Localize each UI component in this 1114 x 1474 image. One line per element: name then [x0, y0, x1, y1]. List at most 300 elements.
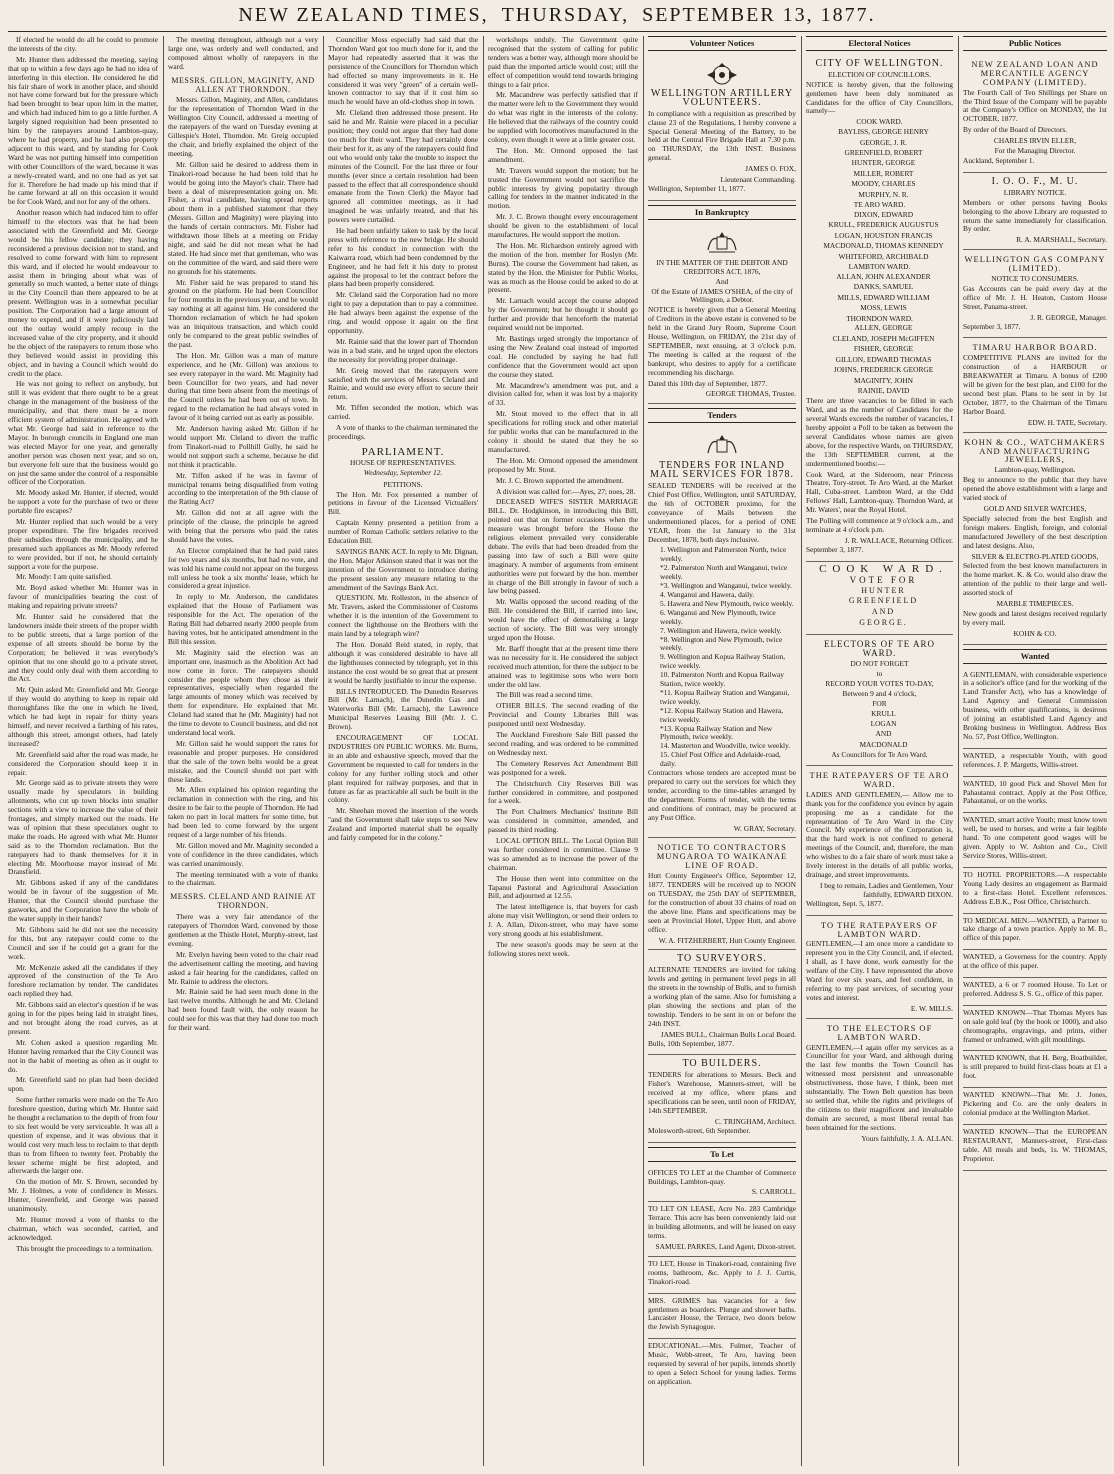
article-paragraph: Mr. Macandrew was perfectly satisfied that if the matter were left to the Government they would do what was right in the interests of the colony. He believed that the railways of the country could be supplied with locomotives manufactured in the colony, even though it were at a little greater cost. — [488, 90, 638, 144]
ad-feature: MARBLE TIMEPIECES. — [996, 599, 1074, 609]
candidate-name: LOGAN — [870, 718, 897, 728]
mail-route-item: 10. Palmerston North and Kopua Railway Station, twice weekly. — [660, 670, 784, 689]
ad-body: Selected from the best known manufacturers in the home market. K. & Co. would also draw the attention of the public to their large and well-assorted stock of — [963, 561, 1107, 598]
candidate-name: DIXON, EDWARD — [853, 210, 914, 219]
candidate-name: WHITEFORD, ARCHIBALD — [838, 251, 929, 261]
article-paragraph: SAVINGS BANK ACT. In reply to Mr. Dignan, the Hon. Major Atkinson stated that it was not the intention of the Government to introduce during the present session any measure relating to the amendment of the Savings Bank Act. — [328, 546, 478, 592]
mail-route-item: *8. Wellington and New Plymouth, twice weekly. — [660, 634, 783, 653]
notice-title: TO BUILDERS. — [682, 1058, 762, 1070]
wanted-ad-text: WANTED, a 6 or 7 roomed House. To Let or preferred. Address S. S. G., office of this paper. — [963, 980, 1107, 998]
vote-candidate: GEORGE. — [859, 618, 908, 628]
candidate-name: MACDONALD — [859, 739, 908, 749]
article-paragraph: Mr. Moody asked Mr. Hunter, if elected, would he support a vote for the purchase of two or three portable fire escapes? — [8, 488, 158, 516]
candidate-name: GREENFIELD, ROBERT — [844, 148, 923, 158]
notice-line: RECORD YOUR VOTES TO-DAY, — [825, 678, 934, 688]
notice-signature: I beg to remain, Ladies and Gentlemen, Your faithfully, EDWARD DIXON. — [820, 880, 953, 899]
wanted-ad — [963, 1051, 1107, 1088]
article-paragraph: Mr. Gillon said he desired to address them in Tinakori-road because he had been told that he would be going into the Mayor's chair. There had been a deal of misrepresentation going on. Mr. Fisher, a rival candidate, having spread reports about them in a published statement that they (Messrs. Gillon and Maginity) were playing into the hands of certain contractors. Mr. Fisher had withdrawn those libels at a meeting on Friday night, and said he did not mean what he had stated. He had since met that gentleman, who was on the committee of the ward, and said there were no grounds for his statements. — [168, 159, 318, 276]
notice-title: THE RATEPAYERS OF TE ARO WARD. — [809, 770, 950, 789]
notice-bankruptcy — [648, 224, 796, 405]
notice-title: TO SURVEYORS. — [677, 953, 767, 965]
ad-cook-ward-vote — [806, 562, 953, 635]
notice-title: I. O. O. F., M. U. — [991, 175, 1079, 187]
notice-date: September 3, 1877. — [963, 321, 1021, 331]
notice-title: WELLINGTON ARTILLERY VOLUNTEERS. — [650, 87, 794, 108]
column-rule — [643, 36, 644, 1466]
parliament-heading: PETITIONS. — [383, 479, 423, 489]
notice-line: Between 9 and 4 o'clock, — [842, 688, 917, 698]
article-paragraph: The latest intelligence is, that buyers for cash alone may visit Wellington, or send their orders to J. A. Allan, Dixon-street, who may have some very strong goods at his establishment. — [488, 902, 638, 939]
column-3 — [328, 36, 478, 1466]
notice-line: to — [876, 668, 883, 678]
paper-title: NEW ZEALAND TIMES, — [238, 4, 489, 26]
wanted-ad-text: WANTED, smart active Youth; must know town well, be used to horses, and write a fair legible hand. To one competent good wages will be given. Apply to W. Ashton and Co., Civil Service Stores, Willis-street. — [963, 815, 1107, 860]
notice-signature: JAMES BULL, Chairman Bulls Local Board. — [660, 1029, 796, 1039]
notice-body: NOTICE is hereby given, that the following gentlemen have been duly nominated as Candidates for the office of City Councillors, namely— — [806, 79, 953, 116]
issue-date: SEPTEMBER 13, 1877. — [642, 4, 876, 26]
candidate-name: MOSS, LEWIS — [860, 303, 907, 313]
ward-heading: LAMBTON WARD. — [848, 262, 911, 272]
notice-line: DO NOT FORGET — [850, 658, 909, 668]
mail-route-item: 5. Hawera and New Plymouth, twice weekly. — [660, 598, 794, 608]
vote-candidate: AND — [871, 607, 896, 617]
parliament-date: Wednesday, September 12. — [363, 467, 443, 477]
candidate-name: HUNTER, GEORGE — [851, 158, 916, 168]
candidate-name: DANKS, SAMUEL — [853, 282, 914, 292]
article-paragraph: Mr. Quin asked Mr. Greenfield and Mr. George if they would do anything to keep in repair old thoroughfares like the one in which he lived, which he had kept in repair for thirty years himself, and never received a farthing of his rates, although this street, amongst others, had lately increased? — [8, 685, 158, 748]
notice-line: FOR — [872, 698, 887, 708]
classified-text: TO LET ON LEASE, Acre No. 283 Cambridge Terrace. This acre has been conveniently laid out in building allotments, and will be leased on easy terms. — [648, 1204, 796, 1241]
notice-contractors — [648, 838, 796, 950]
article-paragraph: Mr. Stout moved to the effect that in all specifications for rolling stock and other material for public works that can be manufactured in the colony it should be stated that they be so manufactured. — [488, 409, 638, 454]
article-paragraph: Mr. J. C. Brown thought every encouragement should be given to the establishment of local manufactures. He would support the motion. — [488, 212, 638, 240]
wanted-ad — [963, 1088, 1107, 1125]
wanted-ad — [963, 1006, 1107, 1052]
article-paragraph: Mr. Anderson having asked Mr. Gillon if he would support Mr. Cleland to divert the traffic from Tinakori-road to Pollhill Gully, he said he would not support such a scheme, because he did not think it practicable. — [168, 424, 318, 469]
article-paragraph: Mr. Travers would support the motion; but he trusted the Government would not sacrifice the public interests by giving popularity through calling for tenders in the manner indicated in the motion. — [488, 165, 638, 211]
column-rule — [323, 36, 324, 1466]
candidate-name: MURPHY, N. R. — [858, 189, 909, 199]
article-paragraph: Mr. Tiffen seconded the motion, which was carried. — [328, 403, 478, 422]
article-paragraph: Mr. Rainie said that the lower part of Thorndon was in a bad state, and he urged upon the electors the necessity for providing proper drainage. — [328, 336, 478, 364]
vote-ad-title: COOK WARD. — [819, 562, 948, 575]
article-paragraph: BILLS INTRODUCED. The Dunedin Reserves Bill (Mr. Larnach), the Dunedin Gas and Waterworks Bill (Mr. Larnach), the Lawrence Municipal Reserves Leasing Bill (Mr. J. C. Brown). — [328, 686, 478, 732]
notice-body: There are three vacancies to be filled in each Ward, and as the number of Candidates for the several Wards exceeds the number of vacancies, I hereby appoint a Poll to be taken as between the several Candidates whose names are given above, for the respective Wards, on THURSDAY, the 13th SEPTEMBER current, at the undermentioned booths:— — [806, 396, 953, 468]
wanted-ad-text: WANTED, a Governess for the country. Apply at the office of this paper. — [963, 952, 1107, 971]
notice-title: IN THE MATTER OF THE DEBTOR AND CREDITORS ACT, 1876, — [656, 257, 788, 276]
mail-route-item: 14. Masterton and Woodville, twice weekly. — [660, 741, 791, 751]
ward-heading: THORNDON WARD. — [846, 313, 913, 323]
ad-te-aro-electors — [806, 635, 953, 766]
article-paragraph: The Christchurch City Reserves Bill was further considered in committee, and postponed for a week. — [488, 778, 638, 806]
article-paragraph: The Hon. Mr. Richardson entirely agreed with the motion of the hon. member for Roslyn (Mr. Burns). The course the Government had taken, as stated by the Hon. the Minister for Public Works, was as much as the House could be asked to do at present. — [488, 240, 638, 295]
wanted-ad — [963, 868, 1107, 914]
wanted-ad — [963, 777, 1107, 814]
article-paragraph: A division was called for:—Ayes, 27; noes, 28. — [496, 486, 636, 496]
classified-text: OFFICES TO LET at the Chamber of Commerce Buildings, Lambton-quay. — [648, 1167, 796, 1186]
notice-election — [806, 55, 953, 562]
notice-body: SEALED TENDERS will be received at the Chief Post Office, Wellington, until SATURDAY, the 6th of OCTOBER proximo, for the conveyance of Mails between the undermentioned places, for a period of ONE YEAR, from the 1st January to the 31st December, 1878, both days inclusive. — [648, 481, 796, 544]
notice-signature-role: For the Managing Director. — [994, 146, 1076, 156]
notice-signature: GEORGE THOMAS, Trustee. — [705, 389, 796, 399]
ad-address: Lambton-quay, Wellington. — [994, 465, 1076, 475]
candidate-list — [806, 710, 953, 750]
notice-signature: J. R. WALLACE, Returning Officer. — [844, 535, 953, 545]
classified-let-2 — [648, 1202, 796, 1257]
article-paragraph: QUESTION. Mr. Rolleston, in the absence of Mr. Travers, asked the Commissioner of Customs whether it is the intention of the Government to connect the lighthouse on the Brothers with the main land by a telegraph wire? — [328, 593, 478, 639]
article-paragraph: Mr. Tiffen asked if he was in favour of municipal tenants being disqualified from voting according to the interpretation of the 9th clause of the Rating Act? — [168, 470, 318, 507]
article-paragraph: On the motion of Mr. S. Brown, seconded by Mr. J. Holmes, a vote of confidence in Messrs. Hunter, Greenfield, and George was passed unanimously. — [8, 1177, 158, 1214]
ad-mills-address — [806, 916, 953, 1019]
article-heading: MESSRS. GILLON, MAGINITY, AND ALLEN AT THORNDON. — [171, 75, 315, 94]
article-paragraph: Mr. Hunter moved a vote of thanks to the chairman, which was seconded, carried, and acknowledged. — [8, 1215, 158, 1242]
article-paragraph: There was a very fair attendance of the ratepayers of Thorndon Ward, convened by those gentlemen at the Thistle Hotel, Murphy-street, last evening. — [168, 912, 318, 948]
article-paragraph: Councillor Moss especially had said that the Thorndon Ward got too much done for it, and the Mayor had repeatedly asserted that it was the persistence of the Councillors for Thorndon which had effected so many improvements in it. He considered it was very "green" of a certain well-known contractor to say that if it cost him so much he would have an old-clothes shop in town. — [328, 36, 478, 107]
notice-signature: W. GRAY, Secretary. — [733, 823, 796, 833]
wanted-ad-text: WANTED KNOWN—That Thomas Myers has on sale gold leaf (by the book or 1000), and also chromographs, engravings, and prints, either framed or unframed, with gilt mouldings. — [963, 1007, 1107, 1044]
notice-signature: Yours faithfully, J. A. ALLAN. — [861, 1133, 953, 1143]
article-paragraph: Mr. Boyd asked whether Mr. Hunter was in favour of municipalities bearing the cost of making and repairing private streets? — [8, 583, 158, 611]
column-2 — [168, 36, 318, 1466]
notice-signature: C. TRINGHAM, Architect. — [715, 1116, 796, 1126]
notice-line: As Councillors for Te Aro Ward. — [831, 750, 928, 760]
notice-date: Wellington, September 11, 1877. — [648, 183, 746, 193]
article-paragraph: Mr. Gillon said he would support the rates for reasonable and proper purposes. He considered that the sale of the town belts would be a great mistake, and the Council should not part with these lands. — [168, 738, 318, 784]
ward-heading: TE ARO WARD. — [853, 200, 906, 210]
classified-educational — [648, 1339, 796, 1393]
article-paragraph: Mr. George said as to private streets they were usually made by speculators in building allotments, who cut up town blocks into smaller sections with a view to increase the value of their frontages, and simply marked out the roads. He was of opinion that these speculators ought to make the roads. He agreed with what Mr. Hunter said as to the Thorndon reclamation. But the ratepayers had to thank themselves for it in electing Mr. Moorhouse mayor instead of Mr. Dransfield. — [8, 778, 158, 877]
crest-icon — [703, 61, 741, 87]
article-paragraph: Mr. Gibbons said an elector's question if he was going in for the pipes being laid in straight lines, and not brought along the road curves, as at present. — [8, 1000, 158, 1036]
wanted-ad-text: TO HOTEL PROPRIETORS.—A respectable Young Lady desires an engagement as Barmaid to a first-class Hotel. Excellent references. Address E.B.K., Post Office, Christchurch. — [963, 869, 1107, 906]
ad-body: Beg to announce to the public that they have opened the above establishment with a large and varied stock of — [963, 475, 1107, 503]
column-7 — [963, 36, 1107, 1466]
classified-text: TO LET, House in Tinakori-road, containing five rooms, bathroom, &c. Apply to J. J. Curtis, Tinakori-road. — [648, 1258, 796, 1286]
notice-subtitle: LIBRARY NOTICE. — [1003, 187, 1067, 197]
candidate-name: KRULL — [871, 708, 896, 718]
notice-body: GENTLEMEN,—I am once more a candidate to represent you in the City Council, and, if elected, I shall, as I have done, work earnestly for the welfare of the City. I have represented the above Ward for over six years, and feel confident, in referring to my past services, of securing your votes and interest. — [806, 939, 953, 1002]
article-paragraph: The Hon. Mr. Fox presented a number of petitions in favour of the Licensed Victuallers' Bill. — [328, 489, 478, 517]
notice-date: Bulls, 10th September, 1877. — [648, 1038, 734, 1048]
article-paragraph: Mr. Allen explained his opinion regarding the reclamation in connection with the ring, and his desire to be fair to the people of Thorndon. He had taken no part in local matters for some time, but had been led to come forward by the urgent request of a large number of his friends. — [168, 785, 318, 839]
wanted-ads — [963, 668, 1107, 1171]
candidate-name: AND — [875, 729, 892, 739]
notice-subtitle: ELECTION OF COUNCILLORS. — [828, 69, 931, 79]
article-paragraph: Some further remarks were made on the Te Aro foreshore question, during which Mr. Hunter said he thought a reclamation to the depth of from four to six feet would be very serviceable. It was all a question of expense, and it was obvious that it would cost very much less to reclaim to that depth than to from fifteen to twenty feet. Probably the lesser scheme might be first adopted, and afterwards the larger one. — [8, 1095, 158, 1176]
article-body — [328, 36, 478, 442]
vote-ad-names — [806, 587, 953, 629]
notice-title: ELECTORS OF TE ARO WARD. — [824, 639, 935, 659]
candidate-name: ALLEN, GEORGE — [854, 323, 913, 333]
royal-arms-icon — [703, 433, 741, 459]
notice-gas-company — [963, 250, 1107, 338]
ad-body: Specially selected from the best English and foreign makers. English, foreign, and colonial manufactured Jewellery of the best description and latest designs. Also, — [963, 513, 1107, 550]
article-paragraph: An Elector complained that he had paid rates for two years and six months, but had no vote, and was told his name could not appear on the burgess roll unless he took a six months' lease, which he considered a great injustice. — [168, 545, 318, 591]
candidate-name: MILLS, EDWARD WILLIAM — [837, 292, 930, 302]
article-paragraph: He was not going to reflect on anybody, but still it was evident that there ought to be a great change in the management of the business of the municipality, and that there must be a more efficient system of administration. He agreed with what Mr. George had said in reference to the Mayor. In borough councils in England one man was elected Mayor for one year, and generally another person was chosen next year, and so on, but everyone felt sure that the business would go on just the same under the control of a responsible officer of the Corporation. — [8, 379, 158, 487]
article-paragraph: Mr. Bastings urged strongly the importance of using the New Zealand coal instead of imported coal. He concluded by saying he had full confidence that the Government would act upon the course they stated. — [488, 334, 638, 379]
ad-allan-address — [806, 1019, 953, 1148]
mail-route-item: 9. Wellington and Kopua Railway Station, twice weekly. — [660, 652, 786, 671]
candidate-name: RAINIE, DAVID — [857, 385, 910, 395]
classified-let-3 — [648, 1257, 796, 1294]
notice-body: Hutt County Engineer's Office, September 12, 1877. TENDERS will be received up to NOON on TUESDAY, the 25th DAY of SEPTEMBER, for the construction of about 33 chains of road on the above line. Plans and specifications may be seen at Provincial Hotel, Upper Hutt, and above office. — [648, 871, 796, 934]
ad-title: KOHN & CO., WATCHMAKERS AND MANUFACTURING JEWELLERS, — [964, 436, 1106, 465]
article-paragraph: LOCAL OPTION BILL. The Local Option Bill was further considered in committee. Clause 9 was so amended as to increase the power of the chairman. — [488, 836, 638, 872]
article-paragraph: Mr. Hunter then addressed the meeting, saying that up to within a few days ago he had no idea of interfering in this election. He considered he did his fair share of work in another place, and should not have come forward but for the pressure which had been brought to bear upon him in the matter, and which had induced him to go a little further. A largely signed requisition had been presented to him by the ratepayers around Lambton-quay, where he had property, and he had also property adjacent to this ward, and by standing for Cook Ward he was not putting himself into competition with other Councillors of the ward, because it was a newly-created ward, and no one had as yet sat for it. Therefore he had made up his mind that if he came forward at all on this occasion it would be for Cook Ward, and not for any of the others. — [8, 54, 158, 207]
article-paragraph: A vote of thanks to the chairman terminated the proceedings. — [328, 423, 478, 441]
notice-body: Gas Accounts can be paid every day at the office of Mr. J. H. Heaton, Custom House Street, Panama-street. — [963, 283, 1107, 311]
wanted-ad-text: WANTED, a respectable Youth, with good references. J. P. Margetts, Willis-street. — [963, 750, 1107, 769]
section-header-volunteer: Volunteer Notices — [648, 36, 796, 51]
candidate-name: KRULL, FREDERICK AUGUSTUS — [828, 220, 939, 230]
notice-date: Dated this 10th day of September, 1877. — [648, 378, 768, 388]
notice-date: Molesworth-street, 6th September. — [648, 1125, 751, 1135]
mail-route-item: 15. Chief Post Office and Adelaide-road, daily. — [660, 750, 781, 769]
notice-signature: R. A. MARSHALL, Secretary. — [1016, 235, 1107, 245]
candidate-list — [806, 273, 953, 313]
notice-body: COMPETITIVE PLANS are invited for the construction of a HARBOUR or BREAKWATER at Timaru. A bonus of £200 will be given for the best plan, and £100 for the second best plan. Plans to be sent in by 1st October, 1877, to the Chairman of the Timaru Harbor Board. — [963, 353, 1107, 416]
ad-feature: SILVER & ELECTRO-PLATED GOODS, — [971, 551, 1099, 561]
notice-mail-tenders — [648, 427, 796, 838]
article-paragraph: DECEASED WIFE'S SISTER MARRIAGE BILL. Dr. Hodgkinson, in introducing this Bill, pointed out that on former occasions when the measure was brought before the House the religious element prevailed very considerable debate. The evils that had been dreaded from the passing into law of such a Bill were quite imaginary. A number of arguments from eminent authorities were put forward by the hon. member in charge of the Bill strongly in favour of such a law being passed. — [488, 497, 638, 596]
notice-timaru-harbor — [963, 338, 1107, 432]
article-paragraph: Mr. Wallis opposed the second reading of the Bill. He considered the Bill, if carried into law, would have the effect of demoralising a large section of society. The Bill was very strongly urged upon the House. — [488, 597, 638, 642]
article-paragraph: Mr. Barff thought that at the present time there was no necessity for it. He considered the subject received much attention, for there the subject to be attained was to legitimise sons who were born under the old law. — [488, 643, 638, 689]
article-paragraph: Mr. Gillon moved and Mr. Maginity seconded a vote of confidence in the three candidates, which was carried unanimously. — [168, 840, 318, 868]
wanted-ad-text: WANTED, 10 good Pick and Shovel Men for Pahautanui contract. Apply at the Post Office, Pahautanui, or on the works. — [963, 778, 1107, 806]
wanted-ad — [963, 668, 1107, 749]
wanted-ad-text: WANTED KNOWN, that H. Berg, Boatbuilder, is still prepared to build first-class boats at £1 a foot. — [963, 1053, 1107, 1081]
notice-estate: Of the Estate of JAMES O'SHEA, of the city of Wellington, a Debtor. — [651, 286, 793, 305]
article-paragraph: ENCOURAGEMENT OF LOCAL INDUSTRIES ON PUBLIC WORKS. Mr. Burns, in an able and exhaustive speech, moved that the Government be requested to call for tenders in the colony for any further rolling stock and other plant required for railway purposes, and that in future as far as practicable all such be built in the colony. — [328, 733, 478, 805]
article-paragraph: Mr. Cleland then addressed those present. He said he and Mr. Rainie were placed in a peculiar position; they could not argue that they had done too much for their ward. They had certainly done their best for it, as any of the ratepayers could find out who would only take the trouble to inspect the minutes of the Council. For the last three or four months (ever since a certain resolution had been passed to the effect that all correspondence should emanate from the Town Clerk) the Mayor had ignored all committee meetings, as it had imagined he was unfairly treated, and that his powers were curtailed. — [328, 108, 478, 225]
notice-title: WELLINGTON GAS COMPANY (LIMITED). — [964, 254, 1106, 274]
classified-let-4 — [648, 1294, 796, 1340]
candidate-name: LOGAN, HOUSTON FRANCIS — [834, 230, 933, 240]
article-body — [8, 36, 158, 1254]
notice-title: NOTICE TO CONTRACTORS MUNGAROA TO WAIKANAE LINE OF ROAD. — [656, 842, 788, 871]
article-paragraph: The new season's goods may be seen at the following stores next week. — [488, 940, 638, 958]
notice-body: ALTERNATE TENDERS are invited for taking levels and getting in permanent level pegs in all the streets in the township of Bulls, and to furnish a working plan of the same. Also for furnishing a plan showing the sections and plan of the township. Tenders to be sent in on or before the 24th INST. — [648, 965, 796, 1028]
section-header-electoral: Electoral Notices — [806, 36, 953, 51]
wanted-ad — [963, 978, 1107, 1006]
ad-dixon-address — [806, 766, 953, 916]
masthead-rule — [8, 31, 1106, 32]
mail-route-item: *11. Kopua Railway Station and Wanganui, twice weekly. — [660, 687, 790, 706]
mail-route-item: 7. Wellington and Hawera, twice weekly. — [660, 625, 782, 635]
vote-candidate: HUNTER — [861, 585, 906, 595]
polling-booths: Cook Ward, at the Sideroom, near Princess Theatre, Tory-street. Te Aro Ward, at the Market Hall, Cuba-street. Lambton Ward, at the Odd Fellows' Hall, Lambton-quay. Thorndon Ward, at Mr. Waters', near the Royal Hotel. — [806, 469, 953, 515]
candidate-name: CLELAND, JOSEPH McGIFFEN — [832, 333, 935, 343]
notice-builders — [648, 1055, 796, 1142]
article-paragraph: Mr. Sheehan moved the insertion of the words "and the Government shall take steps to see New Zealand and imported material shall be equally and fairly competed for in the colony." — [328, 806, 478, 843]
article-paragraph: The Port Chalmers Mechanics' Institute Bill was considered in committee, amended, and passed its third reading. — [488, 807, 638, 835]
wanted-ad — [963, 749, 1107, 777]
wanted-ad-text: WANTED KNOWN—That the EUROPEAN RESTAURANT, Manners-street, First-class table. All meals and beds, 1s. W. THOMAS, Proprietor. — [963, 1126, 1107, 1163]
article-paragraph: Mr. Cohen asked a question regarding Mr. Hunter having remarked that the City Council was not in the habit of meeting as often as it ought to do. — [8, 1037, 158, 1074]
candidate-list — [806, 211, 953, 261]
candidate-list — [806, 128, 953, 199]
notice-signature-role: Lieutenant Commanding. — [720, 175, 796, 185]
notice-by: By order of the Board of Directors. — [963, 125, 1068, 135]
notice-body: In compliance with a requisition as prescribed by clause 23 of the Regulations, I hereby convene a Special General Meeting of the Battery, to be held at the Central Fire Brigade Hall at 7.30 p.m. on THURSDAY, the 13th INST. Business general. — [648, 108, 796, 163]
article-paragraph: Mr. Moody: I am quite satisfied. — [16, 572, 112, 582]
notice-body: TENDERS for alterations to Messrs. Beck and Fisher's Warehouse, Manners-street, will be received at my office, where plans and specifications can be seen, until noon of FRIDAY, 14th SEPTEMBER. — [648, 1070, 796, 1115]
wanted-ad — [963, 813, 1107, 868]
column-rule — [163, 36, 164, 1466]
section-header-wanted: Wanted — [963, 649, 1107, 664]
notice-body: LADIES AND GENTLEMEN,— Allow me to thank you for the confidence you evince by again proposing me as a candidate for the representation of Te Aro Ward in the City Council. My experience of the Corporation is, that the hard work is not confined to general meetings of the Council, and, therefore, the man who wishes to do a fair share of work must take a lively interest in the details of all public works, drainage, and street improvements. — [806, 789, 953, 879]
article-paragraph: Mr. Greenfield said after the road was made, he considered the Corporation should keep it in repair. — [8, 749, 158, 777]
column-5 — [648, 36, 796, 1466]
classified-text: EDUCATIONAL.—Mrs. Fulmer, Teacher of Music, Webb-street, Te Aro, having been requested by several of her pupils, intends shortly to open a Select School for young ladies. Terms on application. — [648, 1341, 796, 1386]
candidate-name: FISHER, GEORGE — [853, 344, 914, 354]
article-paragraph: He had been unfairly taken to task by the local press with reference to the new bridge. He should refer to his conduct in connection with the Kaiwarra road, which had been condemned by the Engineer, and he had felt it his duty to protest against the proposal to let the contract before the plans had been properly considered. — [328, 226, 478, 289]
article-paragraph: The Cemetery Reserves Act Amendment Bill was postponed for a week. — [488, 758, 638, 777]
ad-signature: KOHN & CO. — [1013, 628, 1057, 638]
column-6 — [806, 36, 953, 1466]
article-body — [168, 913, 318, 1033]
notice-title: TENDERS FOR INLAND MAIL SERVICES FOR 1878. — [649, 460, 795, 481]
notice-nz-loan — [963, 55, 1107, 173]
candidate-name: GEORGE, J. R. — [859, 137, 907, 147]
notice-date: September 3, 1877. — [806, 544, 864, 554]
mail-route-item: *3. Wellington and Wanganui, twice weekly. — [660, 581, 792, 591]
candidate-name: ALLAN, JOHN ALEXANDER — [836, 271, 931, 281]
issue-day: THURSDAY, — [501, 4, 630, 26]
article-paragraph: Mr. Maginity said the election was an important one, inasmuch as the Abolition Act had now come in force. The ratepayers should consider the people whom they chose as their representatives, especially when regarded the large amounts of money which was received by them for expenditure. He explained that Mr. Cleland had stated that he (Mr. Maginity) had not the time to devote to Council business, and did not understand local work. — [168, 647, 318, 737]
parliament-title: PARLIAMENT. — [361, 445, 445, 458]
article-paragraph: In reply to Mr. Anderson, the candidates explained that the House of Parliament was responsible for the Act. The operation of the Rating Bill had debarred nearly 2000 people from having votes, but he anticipated amendment in the Bill this session. — [168, 592, 318, 646]
vote-ad-subtitle: VOTE FOR — [849, 574, 918, 585]
article-body — [488, 36, 638, 959]
article-paragraph: The Hon. Mr. Ormond opposed the last amendment. — [488, 145, 638, 164]
wanted-ad-text: WANTED KNOWN—That Mr. J. Jones, Pickering and Co. are the only dealers in colonial produce at the Wellington Market. — [963, 1090, 1107, 1117]
notice-title: TIMARU HARBOR BOARD. — [972, 342, 1098, 353]
article-paragraph: The Hon. Mr. Gillon was a man of mature experience, and he (Mr. Gillon) was anxious to see every ratepayer in the ward. Mr. Maginity had been Councillor for two years, and had never during that time been absent from the meetings of the Council unless he had been out of town. In regard to the reclamation he had always voted in favour of it being carried out as early as possible. — [168, 350, 318, 423]
ad-feature: GOLD AND SILVER WATCHES, — [983, 503, 1087, 513]
article-paragraph: Mr. Cleland said the Corporation had no more right to pay a deputation than to pay a committee. He had always been against the expense of the ring, and would oppose it again on the first opportunity. — [328, 290, 478, 335]
mail-route-list — [648, 546, 796, 769]
article-paragraph: The meeting throughout, although not a very large one, was orderly and well conducted, and composed almost wholly of ratepayers in the ward. — [168, 36, 318, 71]
notice-signature: JAMES O. FOX, — [745, 164, 796, 174]
royal-arms-icon — [703, 230, 741, 256]
notice-title: CITY OF WELLINGTON. — [815, 57, 944, 69]
section-header-tenders: Tenders — [648, 408, 796, 423]
notice-title: NEW ZEALAND LOAN AND MERCANTILE AGENCY COMPANY (LIMITED). — [971, 58, 1099, 87]
section-header-to-let: To Let — [648, 1147, 796, 1162]
notice-body: The Fourth Call of Ten Shillings per Share on the Third Issue of the Company will be payable at the Company's Office on MONDAY, the 1st OCTOBER, 1877. — [963, 87, 1107, 124]
candidate-name: JOHNS, FREDERICK GEORGE — [833, 365, 934, 375]
notice-body: Members or other persons having Books belonging to the above Library are requested to return the same immediately for classification. By order. — [963, 197, 1107, 234]
vote-candidate: GREENFIELD — [848, 596, 919, 606]
article-paragraph: Mr. Macandrew's amendment was put, and a division called for, when it was lost by a majority of 33. — [488, 380, 638, 408]
section-header-public-notices: Public Notices — [963, 36, 1107, 51]
notice-and: And — [715, 276, 729, 286]
ad-body: New goods and latest designs received regularly by every mail. — [963, 608, 1107, 627]
article-paragraph: The Hon. Mr. Ormond opposed the amendment proposed by Mr. Stout. — [488, 455, 638, 474]
candidate-list — [806, 324, 953, 395]
candidate-name: MILLER, ROBERT — [853, 168, 914, 178]
wanted-ad-text: A GENTLEMAN, with considerable experience in a solicitor's office (and for the working of the Land Transfer Act), who has a knowledge of Land Agency and General Commission business, with other qualifications, is desirous of joining an established Land Agency and Broking business in Wellington. Address Box No. 57, Post Office, Wellington. — [963, 669, 1107, 741]
candidate-name: MACDONALD, THOMAS KENNEDY — [823, 241, 944, 251]
ad-kohn-jewellers — [963, 433, 1107, 645]
ward-heading: COOK WARD. — [856, 117, 903, 127]
wanted-ad-text: TO MEDICAL MEN.—WANTED, a Partner to take charge of a town practice. Apply to M. B., office of this paper. — [963, 915, 1107, 943]
candidate-name: MAGINITY, JOHN — [854, 375, 913, 385]
wanted-ad — [963, 950, 1107, 978]
column-4 — [488, 36, 638, 1466]
mail-route-item: 4. Wanganui and Hawera, daily. — [660, 589, 755, 599]
column-rule — [483, 36, 484, 1466]
article-body — [328, 491, 478, 843]
notice-signature: W. A. FITZHERBERT, Hutt County Engineer. — [658, 935, 796, 945]
article-paragraph: The meeting terminated with a vote of thanks to the chairman. — [168, 869, 318, 888]
mail-route-item: 1. Wellington and Palmerston North, twice weekly. — [660, 545, 787, 564]
notice-date: Auckland, September 1. — [963, 155, 1035, 165]
wanted-ad — [963, 914, 1107, 951]
notice-signature: EDW. H. TATE, Secretary. — [1027, 417, 1107, 427]
mail-route-item: *13. Kopua Railway Station and New Plymouth, twice weekly. — [660, 723, 773, 742]
notice-title: TO THE ELECTORS OF LAMBTON WARD. — [826, 1022, 933, 1042]
article-paragraph: Mr. Greig moved that the ratepayers were satisfied with the services of Messrs. Cleland and Rainie, and would use every effort to secure their return. — [328, 365, 478, 402]
article-paragraph: Mr. Gibbons said he did not see the necessity for this, but any ratepayer could come to the Council and see if he could get a grant for the work. — [8, 924, 158, 961]
candidate-name: BAYLISS, GEORGE HENRY — [838, 127, 929, 137]
candidate-name: GILLON, EDWARD THOMAS — [835, 354, 932, 364]
notice-signature: E. W. MILLS. — [910, 1003, 953, 1013]
polling-hours: The Polling will commence at 9 o'clock a.m., and terminate at 4 o'clock p.m. — [806, 516, 953, 534]
article-paragraph: Mr. Greenfield said no plan had been decided upon. — [8, 1075, 158, 1094]
classified-let-1 — [648, 1166, 796, 1203]
article-paragraph: If elected he would do all he could to promote the interests of the city. — [8, 36, 158, 53]
article-paragraph: Mr. Hunter replied that such would be a very proper expenditure. The fire brigades received their subsidies through the municipality, and he presumed such appliances as Mr. Moody referred to were provided, but if not, he should certainly support a vote for the purpose. — [8, 517, 158, 571]
wanted-ad — [963, 1125, 1107, 1171]
article-heading: MESSRS. CLELAND AND RAINIE AT THORNDON. — [170, 892, 316, 911]
article-paragraph: Messrs. Gillon, Maginity, and Allen, candidates for the representation of Thorndon Ward in the Wellington City Council, addressed a meeting of the ratepayers of the ward on Tuesday evening at Gillespie's Hotel, Thorndon. Mr. Greig occupied the chair, and briefly explained the object of the meeting. — [168, 95, 318, 158]
column-rule — [801, 36, 802, 1466]
article-body — [168, 96, 318, 888]
mail-route-item: *2. Palmerston North and Wanganui, twice weekly. — [660, 563, 788, 582]
masthead — [0, 4, 1114, 30]
notice-surveyors — [648, 950, 796, 1055]
notice-body: GENTLEMEN,—I again offer my services as a Councillor for your Ward, and although during the last few months the Town Council has witnessed most persistent and unreasonable obstructiveness, those have, I think, been met substantially. The Town Belt question has been so settled that, while the rights and privileges of the citizens to their magnificent and invaluable domain are secured, a most liberal rental has been obtained for the sections. — [806, 1042, 953, 1132]
section-header-bankruptcy: In Bankruptcy — [648, 205, 796, 220]
article-paragraph: Mr. McKenzie asked all the candidates if they approved of the construction of the Te Aro foreshore reclamation by tender. The candidates each replied they had. — [8, 962, 158, 999]
article-paragraph: The Hon. Donald Reid stated, in reply, that although it was considered desirable to have all the lighthouses connected by telegraph, yet in this instance the cost would be so great that at present it would be hardly justifiable to incur the expense. — [328, 640, 478, 685]
column-1 — [8, 36, 158, 1466]
article-paragraph: The Bill was read a second time. — [496, 690, 593, 700]
article-paragraph: Mr. Gibbons asked if any of the candidates would be in favour of the suggestion of Mr. Hunter, that the Council should purchase the gasworks, and the Corporation have the whole of the water supply in their hands? — [8, 878, 158, 923]
notice-body: Contractors whose tenders are accepted must be prepared to carry out the services for which they tender, according to the time-tables arranged by the department. Forms of tender, with the terms and conditions of contract, may be procured at any Post Office. — [648, 768, 796, 822]
notice-date: Wellington, Sept. 5, 1877. — [806, 898, 884, 908]
article-paragraph: Mr. Evelyn having been voted to the chair read the advertisement calling the meeting, and having asked a fair hearing for the candidates, called on Mr. Rainie to address the electors. — [168, 949, 318, 986]
mail-route-item: 6. Wanganui and New Plymouth, twice weekly. — [660, 607, 776, 626]
article-paragraph: Another reason which had induced him to offer himself to the electors was that he had been associated with the Greenfield and Mr. George would be his fellow candidate; they having reconsidered a previous decision not to stand, and resolved to come forward with him to represent this ward, and if elected he would endeavour to assist them in bringing about what was of generally so much wanted, a better state of things in the City Council than there appeared to be at present. Wellington was in a somewhat peculiar position. The Corporation had a large amount of money to expend, and if it were judiciously laid out the outlay would amply recoup in the increased value of the city property, and it should be the object of the ratepayers to return those who they believed would assist in providing this object, and in having a Council which would do credit to the place. — [8, 208, 158, 378]
article-paragraph: Captain Kenny presented a petition from a number of Roman Catholic settlers relative to the Education Bill. — [328, 518, 478, 546]
notice-signature: CHARLES IRVIN ELLER, — [993, 136, 1077, 146]
parliament-subtitle: HOUSE OF REPRESENTATIVES. — [350, 457, 456, 467]
article-paragraph: Mr. Rainie said he had seen much done in the last twelve months. Although he and Mr. Cleland had been found fault with, the only reason he could see for this was that they had done too much for their ward. — [168, 987, 318, 1033]
classified-signature: SAMUEL PARKES, Land Agent, Dixon-street. — [655, 1241, 796, 1251]
article-paragraph: Mr. J. C. Brown supported the amendment. — [496, 475, 624, 485]
candidate-name: MOODY, CHARLES — [851, 179, 916, 189]
notice-signature: J. R. GEORGE, Manager. — [1030, 312, 1107, 322]
article-paragraph: Mr. Larnach would accept the course adopted by the Government; but he thought it should go further and provide that henceforth the material required would not be imported. — [488, 296, 638, 333]
article-paragraph: Mr. Hunter said he considered that the landowners inside their streets of the proper width to be public streets, that a large portion of the expense of all streets should be borne by the Corporation; he believed it was everybody's opinion that no one should go to a private street, and they could only deal with them according to the Act. — [8, 612, 158, 684]
mail-route-item: *12. Kopua Railway Station and Hawera, twice weekly. — [660, 705, 783, 724]
notice-body: NOTICE is hereby given that a General Meeting of Creditors in the above estate is convened to be held in the Grand Jury Room, Supreme Court House, Wellington, on FRIDAY, the 21st day of SEPTEMBER, next ensuing, at 3 o'clock p.m. The meeting is called at the request of the bankrupt, who desires to apply for a certificate recommending his discharge. — [648, 305, 796, 377]
